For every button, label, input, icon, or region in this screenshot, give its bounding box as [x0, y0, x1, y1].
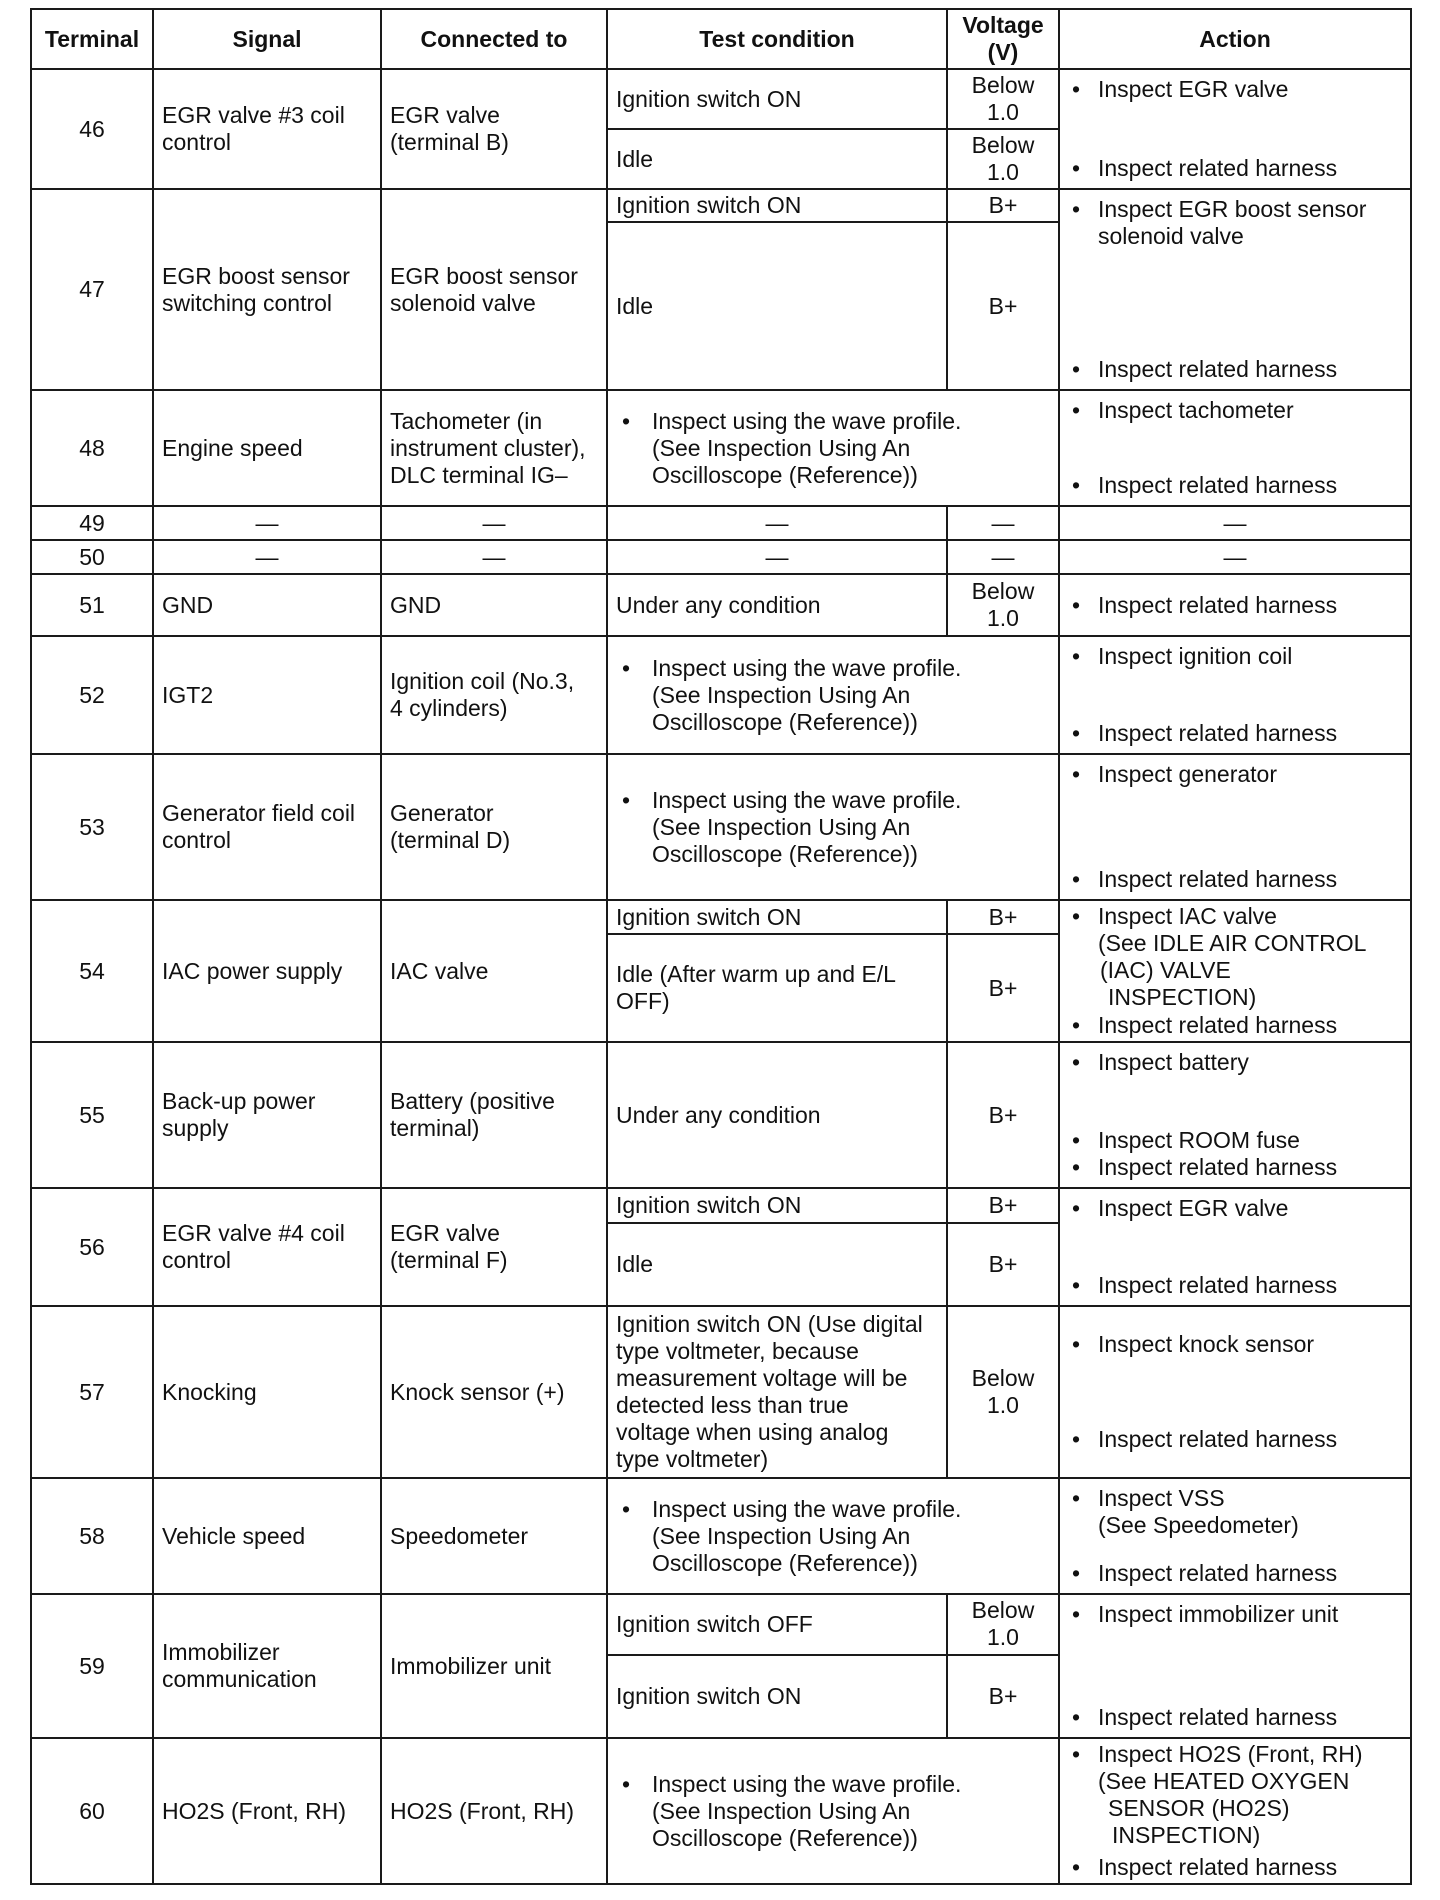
- dash-cell: —: [607, 506, 947, 540]
- test-condition-cell: Ignition switch ON: [607, 900, 947, 934]
- test-condition-cell: Ignition switch ON: [607, 69, 947, 129]
- signal-cell: Vehicle speed: [153, 1478, 381, 1594]
- bullet-icon: •: [1072, 1272, 1081, 1298]
- connected-cell: Generator (terminal D): [381, 754, 607, 900]
- connected-cell: EGR valve (terminal B): [381, 69, 607, 189]
- wave-profile-cell: • Inspect using the wave profile. (See Inspection Using An Oscilloscope (Reference)): [607, 636, 1059, 754]
- test-condition-cell: Ignition switch ON (Use digital type voltmeter, because measurement voltage will be detected less than true voltage when using analog type voltmeter): [607, 1306, 947, 1478]
- header-voltage-label: Voltage: [962, 12, 1044, 38]
- table-row: [31, 900, 1411, 934]
- action-item: • Inspect ROOM fuse: [1072, 1127, 1300, 1153]
- terminal-number: 53: [31, 754, 153, 900]
- bullet-icon: •: [1072, 1704, 1081, 1730]
- action-cell: [1059, 1738, 1411, 1884]
- bullet-icon: •: [1072, 1485, 1081, 1511]
- terminal-number: 50: [31, 540, 153, 574]
- terminal-number: 51: [31, 574, 153, 636]
- test-condition-cell: Ignition switch ON: [607, 1655, 947, 1738]
- terminal-number: 49: [31, 506, 153, 540]
- bullet-icon: •: [1072, 1154, 1081, 1180]
- voltage-cell: Below 1.0: [947, 129, 1059, 189]
- table-row: [31, 636, 1411, 754]
- signal-cell: EGR valve #3 coil control: [153, 69, 381, 189]
- bullet-icon: •: [1072, 397, 1081, 423]
- voltage-cell: Below 1.0: [947, 1306, 1059, 1478]
- test-condition-cell: Idle: [607, 222, 947, 390]
- bullet-icon: •: [1072, 643, 1081, 669]
- terminal-number: 47: [31, 189, 153, 390]
- bullet-icon: •: [1072, 1049, 1081, 1075]
- terminal-number: 58: [31, 1478, 153, 1594]
- dash-cell: —: [153, 506, 381, 540]
- voltage-cell: B+: [947, 222, 1059, 390]
- dash-cell: —: [947, 506, 1059, 540]
- dash-cell: —: [1059, 506, 1411, 540]
- voltage-cell: B+: [947, 1223, 1059, 1306]
- bullet-icon: •: [1072, 1741, 1081, 1767]
- header-test-condition: Test condition: [607, 9, 947, 69]
- voltage-cell: Below 1.0: [947, 69, 1059, 129]
- voltage-cell: B+: [947, 1188, 1059, 1223]
- dash-cell: —: [607, 540, 947, 574]
- signal-cell: Engine speed: [153, 390, 381, 506]
- action-item: • Inspect ignition coil: [1072, 643, 1293, 669]
- action-item: • Inspect battery: [1072, 1049, 1249, 1075]
- dash-cell: —: [381, 506, 607, 540]
- bullet-icon: •: [1072, 720, 1081, 746]
- dash-cell: —: [381, 540, 607, 574]
- bullet-icon: •: [1072, 1127, 1081, 1153]
- table-row: [31, 189, 1411, 222]
- action-item: • Inspect related harness: [1072, 1272, 1338, 1298]
- terminal-number: 59: [31, 1594, 153, 1738]
- signal-cell: IGT2: [153, 636, 381, 754]
- action-item: • Inspect related harness: [1072, 1154, 1338, 1180]
- action-item: • Inspect generator: [1072, 761, 1278, 787]
- terminal-number: 60: [31, 1738, 153, 1884]
- connected-cell: Tachometer (in instrument cluster), DLC terminal IG–: [381, 390, 607, 506]
- action-item: • Inspect EGR valve: [1072, 76, 1289, 102]
- action-item: • Inspect related harness: [1072, 1704, 1338, 1730]
- table-row: [31, 754, 1411, 900]
- action-cell: [1059, 1042, 1411, 1188]
- test-condition-cell: Idle: [607, 1223, 947, 1306]
- action-item: • Inspect knock sensor: [1072, 1331, 1315, 1357]
- test-condition-cell: Under any condition: [607, 574, 947, 636]
- action-cell: [1059, 390, 1411, 506]
- connected-cell: Ignition coil (No.3, 4 cylinders): [381, 636, 607, 754]
- signal-cell: HO2S (Front, RH): [153, 1738, 381, 1884]
- bullet-icon: •: [1072, 76, 1081, 102]
- voltage-cell: B+: [947, 934, 1059, 1042]
- voltage-cell: B+: [947, 1655, 1059, 1738]
- action-item: • Inspect IAC valve (See IDLE AIR CONTROL (IAC) VALVE INSPECTION): [1072, 903, 1367, 1010]
- wave-profile-cell: • Inspect using the wave profile. (See Inspection Using An Oscilloscope (Reference)): [607, 1738, 1059, 1884]
- connected-cell: Knock sensor (+): [381, 1306, 607, 1478]
- terminal-number: 57: [31, 1306, 153, 1478]
- signal-cell: EGR valve #4 coil control: [153, 1188, 381, 1306]
- terminal-number: 46: [31, 69, 153, 189]
- connected-cell: HO2S (Front, RH): [381, 1738, 607, 1884]
- terminal-number: 56: [31, 1188, 153, 1306]
- action-cell: [1059, 754, 1411, 900]
- table-row: [31, 506, 1411, 540]
- bullet-icon: •: [1072, 1854, 1081, 1880]
- table-row: [31, 1188, 1411, 1223]
- signal-cell: Knocking: [153, 1306, 381, 1478]
- wave-profile-cell: • Inspect using the wave profile. (See Inspection Using An Oscilloscope (Reference)): [607, 390, 1059, 506]
- action-cell: [1059, 1478, 1411, 1594]
- signal-cell: Generator field coil control: [153, 754, 381, 900]
- bullet-icon: •: [1072, 1426, 1081, 1452]
- action-item: • Inspect tachometer: [1072, 397, 1294, 423]
- action-cell: [1059, 1594, 1411, 1738]
- action-item: • Inspect related harness: [1072, 720, 1338, 746]
- bullet-icon: •: [1072, 1195, 1081, 1221]
- terminal-number: 52: [31, 636, 153, 754]
- signal-cell: EGR boost sensor switching control: [153, 189, 381, 390]
- bullet-icon: •: [1072, 472, 1081, 498]
- bullet-icon: •: [1072, 1012, 1081, 1038]
- header-row: [31, 9, 1411, 69]
- dash-cell: —: [153, 540, 381, 574]
- action-item: • Inspect VSS (See Speedometer): [1072, 1485, 1299, 1538]
- action-cell: [1059, 1306, 1411, 1478]
- bullet-icon: •: [1072, 761, 1081, 787]
- connected-cell: Speedometer: [381, 1478, 607, 1594]
- table-row: [31, 1478, 1411, 1594]
- action-cell: [1059, 189, 1411, 390]
- bullet-icon: •: [1072, 591, 1081, 618]
- table-row: [31, 1306, 1411, 1478]
- bullet-icon: •: [622, 1495, 631, 1522]
- wave-profile-cell: • Inspect using the wave profile. (See Inspection Using An Oscilloscope (Reference)): [607, 754, 1059, 900]
- connected-cell: EGR valve (terminal F): [381, 1188, 607, 1306]
- table-row: [31, 574, 1411, 636]
- connected-cell: GND: [381, 574, 607, 636]
- action-cell: [1059, 1188, 1411, 1306]
- header-connected-to: Connected to: [381, 9, 607, 69]
- bullet-icon: •: [1072, 196, 1081, 222]
- table-row: [31, 390, 1411, 506]
- bullet-icon: •: [1072, 1560, 1081, 1586]
- bullet-icon: •: [622, 654, 631, 681]
- header-voltage: [947, 9, 1059, 69]
- table-row: [31, 1738, 1411, 1884]
- action-item: • Inspect related harness: [1072, 1560, 1338, 1586]
- test-condition-cell: Ignition switch ON: [607, 189, 947, 222]
- connected-cell: IAC valve: [381, 900, 607, 1042]
- dash-cell: —: [1059, 540, 1411, 574]
- action-item: • Inspect related harness: [1072, 155, 1338, 181]
- table-row: [31, 540, 1411, 574]
- action-cell: [1059, 69, 1411, 189]
- test-condition-cell: Idle: [607, 129, 947, 189]
- test-condition-cell: Under any condition: [607, 1042, 947, 1188]
- action-item: • Inspect HO2S (Front, RH) (See HEATED OXYGEN SENSOR (HO2S) INSPECTION): [1072, 1741, 1363, 1848]
- bullet-icon: •: [1072, 1601, 1081, 1627]
- bullet-icon: •: [1072, 356, 1081, 382]
- header-action: Action: [1059, 9, 1411, 69]
- dash-cell: —: [947, 540, 1059, 574]
- bullet-icon: •: [1072, 155, 1081, 181]
- action-item: • Inspect related harness: [1072, 866, 1338, 892]
- signal-cell: GND: [153, 574, 381, 636]
- voltage-cell: B+: [947, 1042, 1059, 1188]
- action-item: • Inspect EGR valve: [1072, 1195, 1289, 1221]
- action-item: • Inspect EGR boost sensor solenoid valve: [1072, 196, 1367, 249]
- test-condition-cell: Idle (After warm up and E/L OFF): [607, 934, 947, 1042]
- action-cell: [1059, 574, 1411, 636]
- terminal-inspection-table: [30, 8, 1412, 1885]
- voltage-cell: B+: [947, 189, 1059, 222]
- voltage-cell: B+: [947, 900, 1059, 934]
- header-terminal: Terminal: [31, 9, 153, 69]
- bullet-icon: •: [622, 1770, 631, 1797]
- wave-profile-cell: • Inspect using the wave profile. (See Inspection Using An Oscilloscope (Reference)): [607, 1478, 1059, 1594]
- signal-cell: Immobilizer communication: [153, 1594, 381, 1738]
- action-item: • Inspect related harness: [1072, 1426, 1338, 1452]
- action-item: • Inspect related harness: [1072, 1854, 1338, 1880]
- bullet-icon: •: [622, 407, 631, 434]
- header-voltage-unit: (V): [987, 39, 1019, 65]
- action-item: • Inspect immobilizer unit: [1072, 1601, 1339, 1627]
- action-item: • Inspect related harness: [1072, 472, 1338, 498]
- terminal-number: 48: [31, 390, 153, 506]
- table-row: [31, 1042, 1411, 1188]
- bullet-icon: •: [622, 786, 631, 813]
- signal-cell: Back-up power supply: [153, 1042, 381, 1188]
- action-cell: [1059, 900, 1411, 1042]
- action-item: • Inspect related harness: [1072, 591, 1338, 618]
- bullet-icon: •: [1072, 903, 1081, 929]
- table-row: [31, 1594, 1411, 1655]
- test-condition-cell: Ignition switch ON: [607, 1188, 947, 1223]
- header-signal: Signal: [153, 9, 381, 69]
- test-condition-cell: Ignition switch OFF: [607, 1594, 947, 1655]
- action-cell: [1059, 636, 1411, 754]
- connected-cell: Battery (positive terminal): [381, 1042, 607, 1188]
- signal-cell: IAC power supply: [153, 900, 381, 1042]
- terminal-number: 55: [31, 1042, 153, 1188]
- connected-cell: EGR boost sensor solenoid valve: [381, 189, 607, 390]
- voltage-cell: Below 1.0: [947, 574, 1059, 636]
- connected-cell: Immobilizer unit: [381, 1594, 607, 1738]
- action-item: • Inspect related harness: [1072, 356, 1338, 382]
- terminal-table-document: [30, 8, 1410, 1885]
- table-row: [31, 69, 1411, 129]
- bullet-icon: •: [1072, 866, 1081, 892]
- bullet-icon: •: [1072, 1331, 1081, 1357]
- terminal-number: 54: [31, 900, 153, 1042]
- voltage-cell: Below 1.0: [947, 1594, 1059, 1655]
- action-item: • Inspect related harness: [1072, 1012, 1338, 1038]
